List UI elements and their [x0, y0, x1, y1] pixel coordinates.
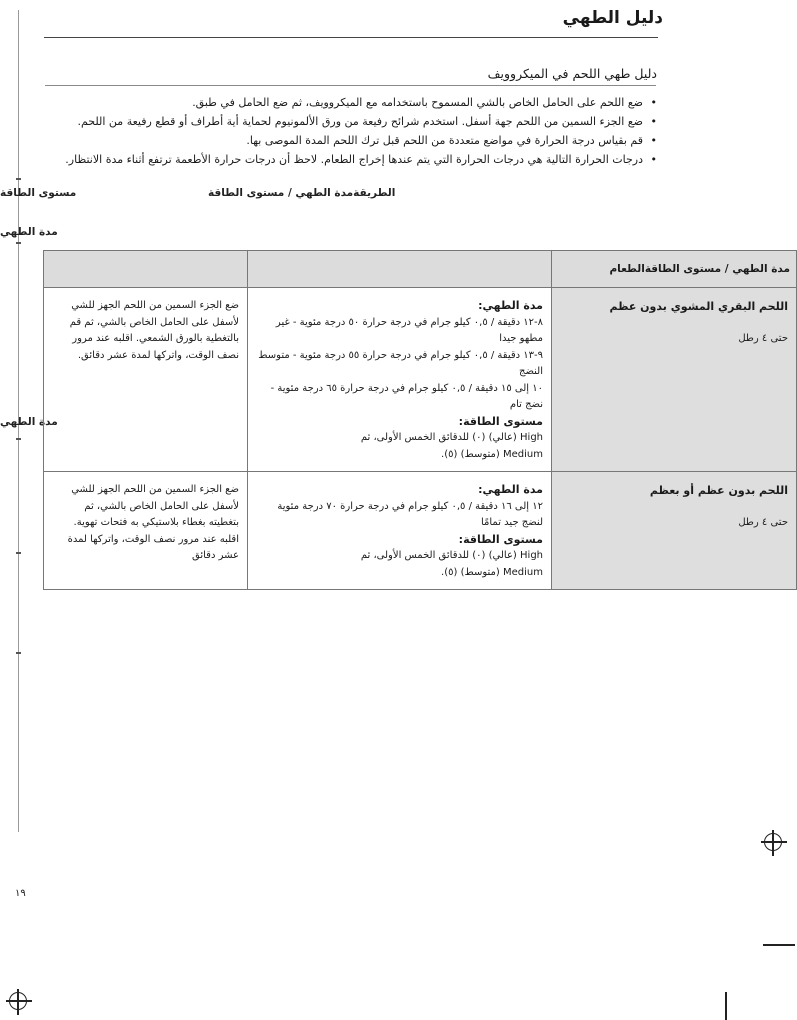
overprint-method-power: الطريقةمدة الطهي / مستوى الطاقة	[208, 187, 396, 199]
food-name: اللحم البقري المشوي بدون عظم	[609, 300, 788, 313]
time-power-cell	[248, 472, 552, 590]
cook-time-label: مدة الطهي:	[478, 299, 543, 312]
table-header-row	[44, 251, 797, 288]
instruction-item: • ضع الجزء السمين من اللحم جهة أسفل. استخدم شرائح رفيعة من ورق الألمونيوم لحماية أية أطراف أو قطع رفيعة من اللحم.	[37, 112, 657, 131]
page-title: دليل الطهي	[562, 8, 663, 28]
instruction-item: • قم بقياس درجة الحرارة في مواضع متعددة من اللحم قبل ترك اللحم المدة الموصى بها.	[37, 131, 657, 150]
section-divider	[45, 85, 656, 86]
method-cell	[44, 288, 248, 472]
trim-mark	[763, 944, 795, 946]
header-time-power	[248, 251, 552, 288]
instruction-list	[37, 93, 657, 169]
food-weight: حتى ٤ رطل	[738, 517, 788, 528]
power-level-line: High (عالي) (٠) للدقائق الخمس الأولى، ثم	[360, 432, 543, 443]
food-weight: حتى ٤ رطل	[738, 333, 788, 344]
method-cell	[44, 472, 248, 590]
registration-mark-icon	[764, 833, 782, 851]
cook-time-line: ١٢ إلى ١٦ دقيقة / ٠,٥ كيلو جرام في درجة حرارة ٧٠ درجة مئوية لنضج جيد تمامًا	[277, 500, 543, 528]
table-row	[44, 472, 797, 590]
power-level-label: مستوى الطاقة:	[458, 532, 543, 546]
cook-time-line: ١٠ إلى ١٥ دقيقة / ٠,٥ كيلو جرام في درجة حرارة ٦٥ درجة مئوية - نضج تام	[270, 382, 543, 410]
page-number: ١٩	[15, 888, 26, 899]
trim-mark	[725, 992, 727, 1020]
power-level-line: Medium (متوسط) (٥).	[441, 448, 543, 460]
power-level-line: Medium (متوسط) (٥).	[441, 566, 543, 578]
method-text: ضع الجزء السمين من اللحم الجهز للشي لأسفل على الحامل الخاص بالشي، ثم قم بالتغطية بالورق الشمعي. اقلبه عند مرور نصف الوقت، واتركها لمدة عشر دقائق.	[69, 300, 239, 361]
overprint-left-power: مستوى الطاقة	[0, 187, 77, 199]
table-row	[44, 288, 797, 472]
overprint-left-time: مدة الطهي	[0, 226, 58, 238]
header-food	[552, 251, 797, 288]
cooking-table	[43, 250, 797, 590]
margin-tick	[16, 652, 21, 654]
cook-time-label: مدة الطهي:	[478, 483, 543, 496]
power-level-line: High (عالي) (٠) للدقائق الخمس الأولى، ثم	[360, 550, 543, 561]
food-name: اللحم بدون عظم أو بعظم	[649, 484, 788, 497]
margin-tick	[16, 178, 21, 180]
header-method	[44, 251, 248, 288]
instruction-item: • ضع اللحم على الحامل الخاص بالشي المسموح باستخدامه مع الميكروويف، ثم ضع الحامل في طبق.	[37, 93, 657, 112]
cook-time-line: ٩-١٣ دقيقة / ٠,٥ كيلو جرام في درجة حرارة ٥٥ درجة مئوية - متوسط النضج	[258, 349, 543, 377]
overprint-left-time: مدة الطهي	[0, 416, 58, 428]
margin-tick	[16, 438, 21, 440]
time-power-cell	[248, 288, 552, 472]
power-level-label: مستوى الطاقة:	[458, 414, 543, 428]
method-text: ضع الجزء السمين من اللحم الجهز للشي لأسفل على الحامل الخاص بالشي، ثم بتغطيته بغطاء بلاستيكي به فتحات تهوية. اقلبه عند مرور نصف الوقت، واتركها لمدة عشر دقائق	[67, 484, 239, 561]
margin-tick	[16, 552, 21, 554]
title-divider	[44, 37, 658, 38]
margin-tick	[16, 242, 21, 244]
food-cell	[552, 288, 797, 472]
instruction-item: • درجات الحرارة التالية هي درجات الحرارة التي يتم عندها إخراج الطعام. لاحظ أن درجات حرارة الأطعمة ترتفع أثناء مدة الانتظار.	[37, 150, 657, 169]
food-cell	[552, 472, 797, 590]
header-food-label: مدة الطهي / مستوى الطاقةالطعام	[609, 263, 790, 275]
registration-mark-icon	[9, 992, 27, 1010]
section-title: دليل طهي اللحم في الميكروويف	[487, 66, 657, 81]
cook-time-line: ٨-١٢ دقيقة / ٠,٥ كيلو جرام في درجة حرارة ٥٠ درجة مئوية - غير مطهو جيدا	[275, 316, 543, 344]
